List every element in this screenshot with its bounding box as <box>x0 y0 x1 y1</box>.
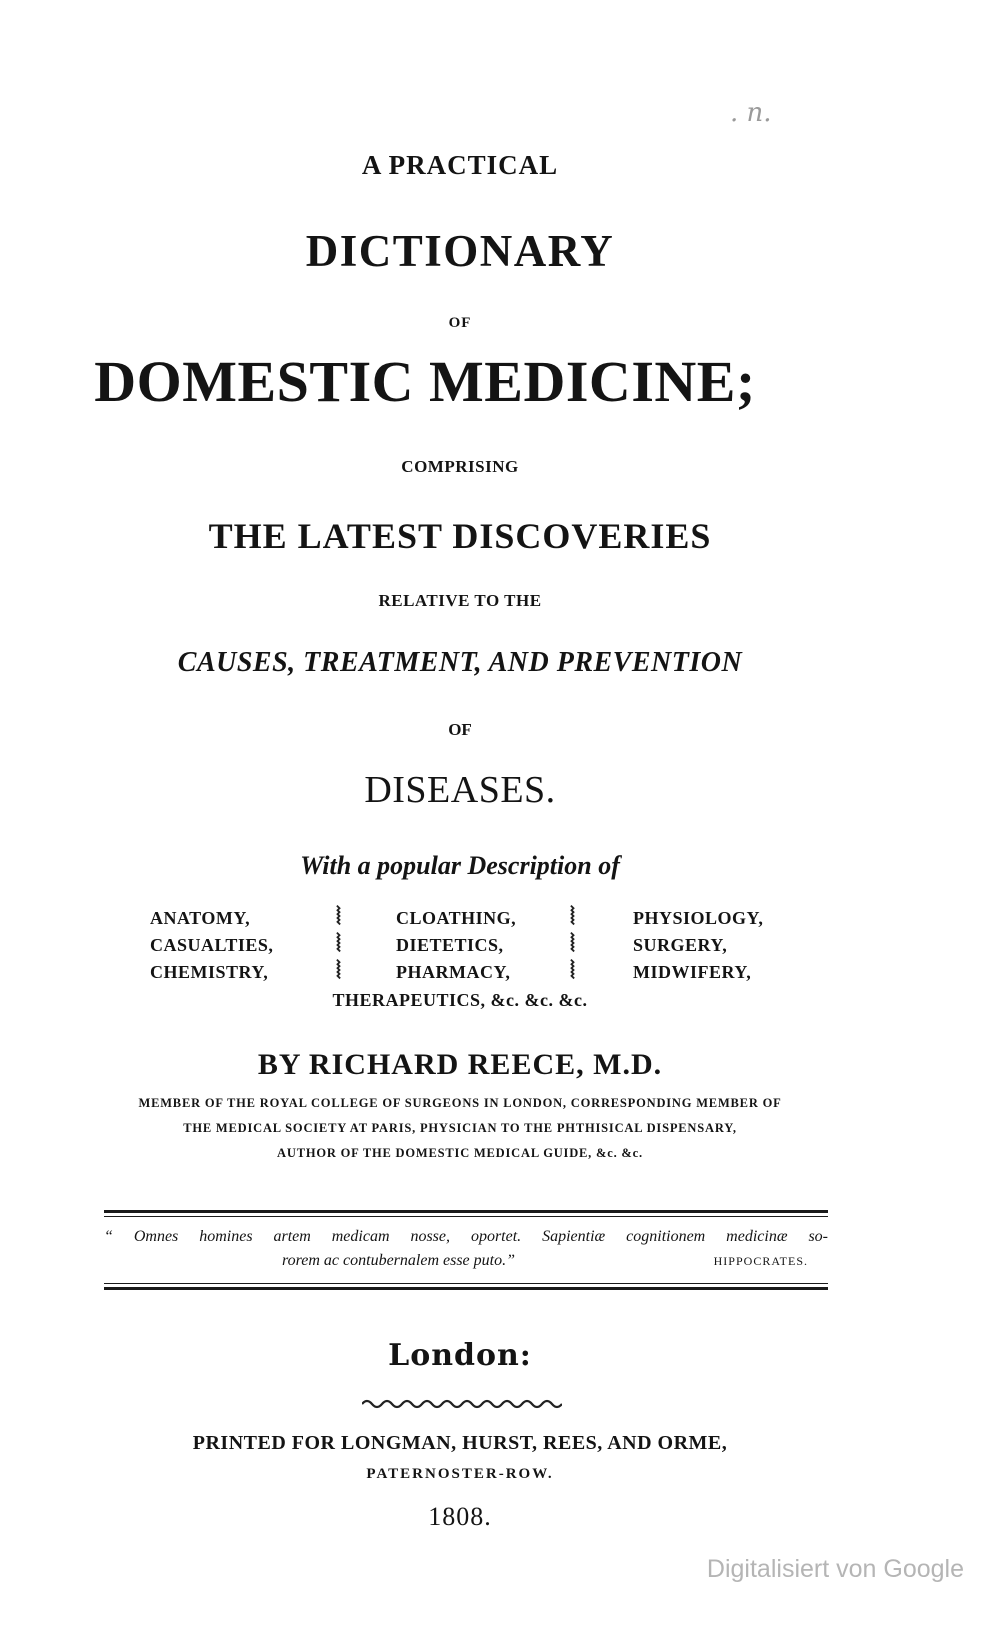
imprint-address: PATERNOSTER-ROW. <box>366 1466 554 1482</box>
epigraph-rule-top <box>104 1210 828 1213</box>
topic-item: SURGERY, <box>633 935 728 955</box>
topics-column-1 <box>150 905 273 986</box>
brace-divider-2: ⦚ ⦚ ⦚ <box>570 904 576 984</box>
imprint-year: 1808. <box>428 1502 492 1531</box>
topic-item: DIETETICS, <box>396 935 504 955</box>
title-line-comprising: COMPRISING <box>401 457 519 476</box>
brace-divider-1: ⦚ ⦚ ⦚ <box>336 904 342 984</box>
epigraph <box>104 1225 828 1273</box>
title-line-practical: A PRACTICAL <box>361 150 559 180</box>
title-line-of: OF <box>448 315 472 331</box>
wavy-ornament <box>362 1398 562 1410</box>
google-digitization-watermark: Digitalisiert von Google <box>706 1555 964 1583</box>
author-credentials-line-1: MEMBER OF THE ROYAL COLLEGE OF SURGEONS IN LONDON, CORRESPONDING MEMBER OF <box>138 1096 782 1110</box>
topic-item: CASUALTIES, <box>150 935 274 955</box>
author-credentials-line-3: AUTHOR OF THE DOMESTIC MEDICAL GUIDE, &c. &c. <box>277 1146 643 1160</box>
author-credentials-line-2: THE MEDICAL SOCIETY AT PARIS, PHYSICIAN TO THE PHTHISICAL DISPENSARY, <box>183 1121 737 1135</box>
epigraph-line-1: “ Omnes homines artem medicam nosse, oportet. Sapientiæ cognitionem medicinæ so- <box>104 1228 828 1245</box>
topic-item: MIDWIFERY, <box>633 962 752 982</box>
handwritten-shelfmark: . n. <box>730 98 772 128</box>
title-line-relative: RELATIVE TO THE <box>378 591 542 610</box>
subtitle-popular-description: With a popular Description of <box>300 851 620 880</box>
title-line-dictionary: DICTIONARY <box>305 226 615 276</box>
imprint-printer: PRINTED FOR LONGMAN, HURST, REES, AND ORME, <box>192 1432 728 1454</box>
topic-item: PHARMACY, <box>396 962 511 982</box>
topics-column-2 <box>396 905 516 986</box>
title-line-of-2: OF <box>448 720 472 739</box>
epigraph-attribution: HIPPOCRATES. <box>713 1254 808 1268</box>
topic-item: CHEMISTRY, <box>150 962 269 982</box>
title-line-latest-discoveries: THE LATEST DISCOVERIES <box>208 516 712 556</box>
epigraph-rule-bottom <box>104 1287 828 1290</box>
title-line-domestic-medicine: DOMESTIC MEDICINE; <box>94 349 756 414</box>
epigraph-rule-top-thin <box>104 1216 828 1217</box>
imprint-place: London: <box>388 1338 532 1373</box>
topics-column-3 <box>633 905 763 986</box>
author-byline: BY RICHARD REECE, M.D. <box>257 1048 663 1081</box>
title-line-diseases: DISEASES. <box>364 769 556 811</box>
epigraph-line-2: rorem ac contubernalem esse puto.” <box>282 1252 515 1269</box>
topic-item: ANATOMY, <box>150 908 251 928</box>
title-line-causes: CAUSES, TREATMENT, AND PREVENTION <box>177 647 743 678</box>
topic-item: PHYSIOLOGY, <box>633 908 764 928</box>
topic-item: CLOATHING, <box>396 908 517 928</box>
topics-final-line: THERAPEUTICS, &c. &c. &c. <box>332 990 588 1010</box>
epigraph-rule-bottom-thin <box>104 1283 828 1284</box>
